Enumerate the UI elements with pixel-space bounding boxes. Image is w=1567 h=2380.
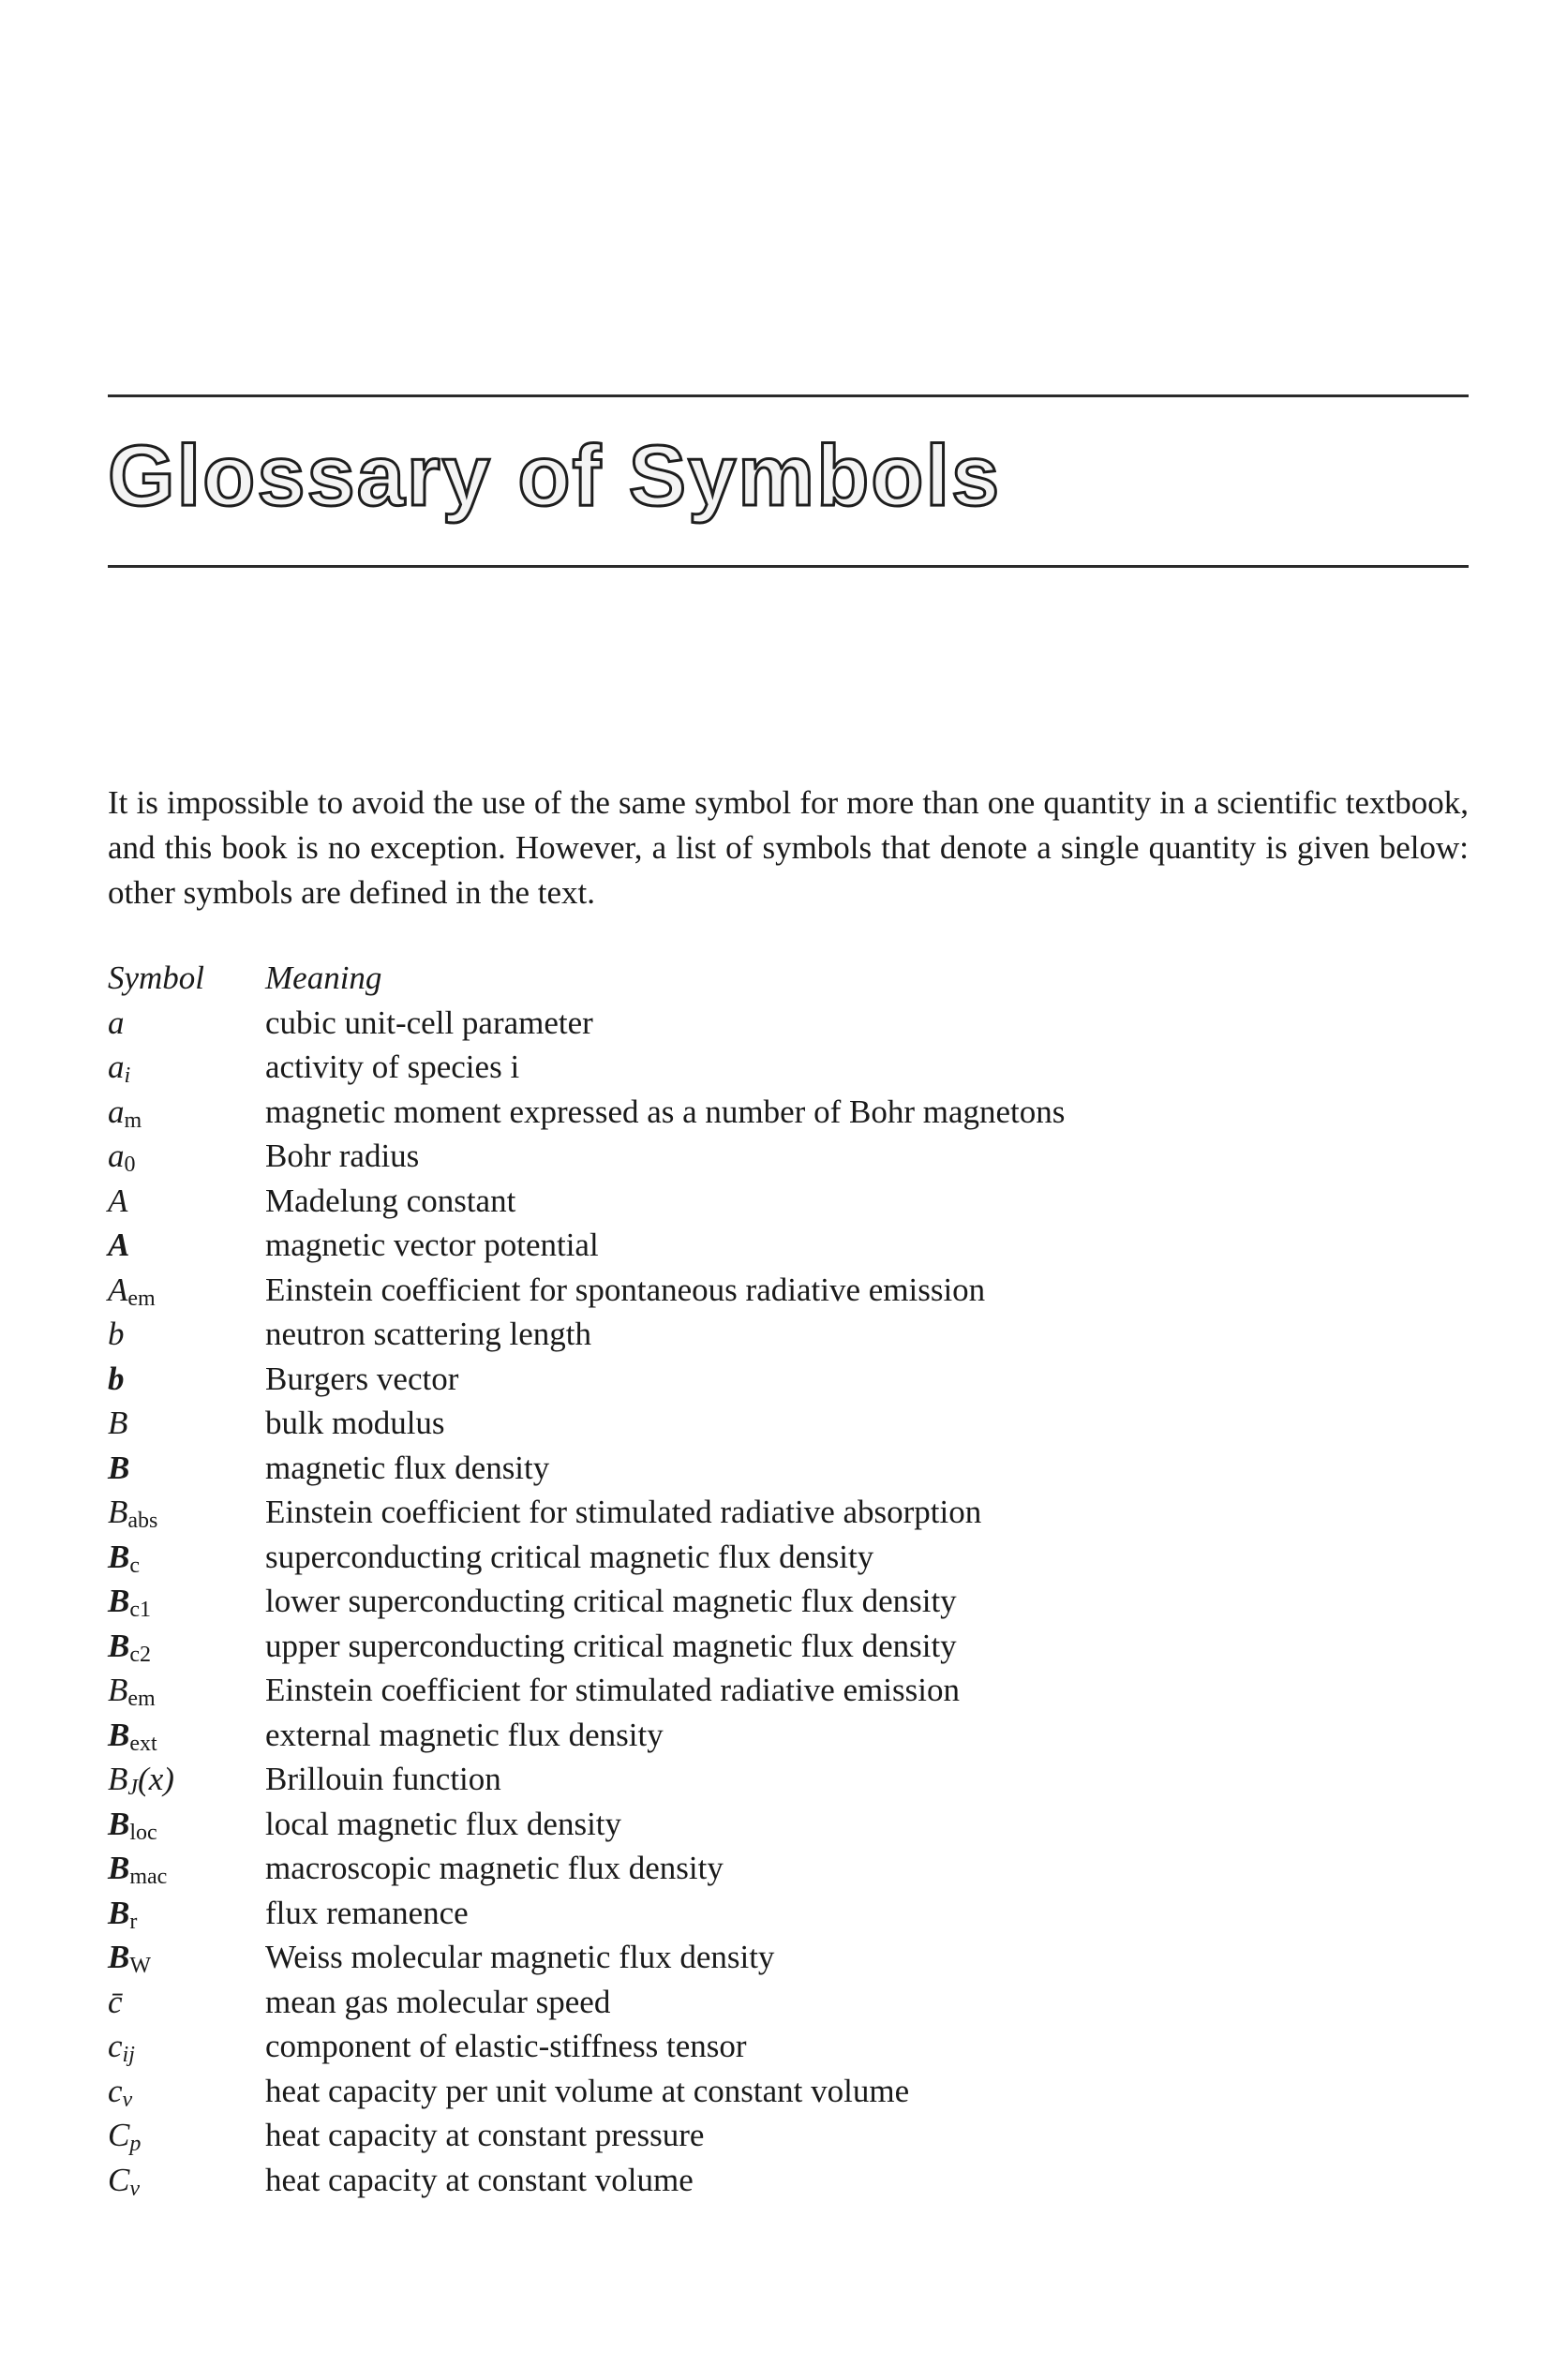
table-row <box>108 1312 1065 1357</box>
title-bottom-rule <box>108 565 1469 568</box>
symbol-cell <box>108 1179 265 1224</box>
symbol-base: B <box>108 1894 130 1931</box>
meaning-cell: flux remanence <box>265 1894 469 1931</box>
meaning-cell: Brillouin function <box>265 1761 501 1797</box>
symbol-subscript: ij <box>122 2043 135 2067</box>
meaning-cell: neutron scattering length <box>265 1316 591 1352</box>
symbol-subscript: c1 <box>129 1598 152 1622</box>
meaning-cell: component of elastic-stiffness tensor <box>265 2028 747 2064</box>
symbol-cell <box>108 1935 265 1980</box>
page-title: Glossary of Symbols <box>108 428 1002 524</box>
symbol-base: c̄ <box>108 1983 123 2020</box>
symbol-cell <box>108 1757 265 1802</box>
table-row <box>108 1001 1065 1046</box>
meaning-cell: Madelung constant <box>265 1182 516 1219</box>
symbol-cell <box>108 1535 265 1580</box>
meaning-cell: magnetic vector potential <box>265 1227 599 1263</box>
symbol-column-header: Symbol <box>108 959 205 996</box>
symbol-subscript: abs <box>127 1509 158 1533</box>
meaning-cell: Burgers vector <box>265 1360 459 1397</box>
symbol-cell <box>108 2113 265 2158</box>
title-top-rule <box>108 394 1469 397</box>
meaning-cell: heat capacity at constant volume <box>265 2161 694 2198</box>
symbol-base: B <box>108 1716 130 1753</box>
symbol-suffix: (x) <box>138 1761 174 1797</box>
symbol-cell <box>108 1846 265 1891</box>
meaning-cell: Einstein coefficient for stimulated radiative absorption <box>265 1494 982 1530</box>
symbol-subscript: mac <box>129 1865 168 1889</box>
symbol-subscript: v <box>122 2087 133 2112</box>
symbol-subscript: J <box>127 1776 139 1800</box>
symbol-cell <box>108 1223 265 1268</box>
meaning-cell: Weiss molecular magnetic flux density <box>265 1939 775 1975</box>
symbol-subscript: m <box>124 1108 142 1133</box>
symbol-subscript: loc <box>129 1820 157 1845</box>
symbol-cell <box>108 1312 265 1357</box>
meaning-cell: upper superconducting critical magnetic flux density <box>265 1627 957 1664</box>
table-row <box>108 1624 1065 1669</box>
symbol-cell <box>108 1668 265 1713</box>
symbol-subscript: v <box>129 2176 141 2201</box>
symbol-subscript: em <box>127 1286 156 1311</box>
table-row <box>108 1846 1065 1891</box>
symbol-base: A <box>108 1182 128 1219</box>
symbol-base: A <box>108 1271 128 1308</box>
symbol-subscript: i <box>124 1064 131 1088</box>
meaning-column-header: Meaning <box>265 959 382 996</box>
symbol-cell <box>108 1980 265 2025</box>
table-row <box>108 1357 1065 1402</box>
symbol-cell <box>108 1446 265 1491</box>
table-row <box>108 1045 1065 1090</box>
symbol-cell <box>108 2158 265 2203</box>
symbol-base: a <box>108 1049 125 1085</box>
meaning-cell: superconducting critical magnetic flux density <box>265 1538 874 1575</box>
symbol-base: A <box>108 1227 130 1263</box>
symbol-cell <box>108 1713 265 1758</box>
symbol-cell <box>108 1134 265 1179</box>
symbol-base: B <box>108 1850 130 1886</box>
symbol-cell <box>108 1579 265 1624</box>
symbol-subscript: W <box>129 1954 152 1978</box>
table-row <box>108 2113 1065 2158</box>
table-row <box>108 1401 1065 1446</box>
table-row <box>108 1980 1065 2025</box>
symbol-base: b <box>108 1316 125 1352</box>
symbol-base: B <box>108 1405 128 1441</box>
symbol-base: B <box>108 1583 130 1619</box>
meaning-cell: heat capacity per unit volume at constant volume <box>265 2072 910 2109</box>
table-row <box>108 1935 1065 1980</box>
symbol-cell <box>108 1268 265 1313</box>
meaning-cell: lower superconducting critical magnetic flux density <box>265 1583 957 1619</box>
symbol-cell <box>108 1802 265 1847</box>
glossary-table <box>108 956 1065 2202</box>
symbol-base: C <box>108 2161 130 2198</box>
table-row <box>108 1446 1065 1491</box>
symbol-subscript: ext <box>129 1731 157 1756</box>
symbol-base: B <box>108 1761 128 1797</box>
symbol-base: B <box>108 1939 130 1975</box>
symbol-cell <box>108 2024 265 2069</box>
symbol-base: a <box>108 1093 125 1130</box>
symbol-base: c <box>108 2028 123 2064</box>
symbol-cell <box>108 1357 265 1402</box>
symbol-base: B <box>108 1538 130 1575</box>
table-row <box>108 1223 1065 1268</box>
symbol-base: B <box>108 1672 128 1708</box>
symbol-cell <box>108 2069 265 2114</box>
symbol-base: B <box>108 1627 130 1664</box>
symbol-base: C <box>108 2117 130 2153</box>
symbol-base: a <box>108 1004 125 1041</box>
meaning-cell: magnetic flux density <box>265 1449 550 1486</box>
symbol-subscript: p <box>129 2132 142 2156</box>
symbol-subscript: em <box>127 1687 156 1711</box>
table-row <box>108 1891 1065 1936</box>
symbol-cell <box>108 1490 265 1535</box>
table-row <box>108 1668 1065 1713</box>
symbol-cell <box>108 1090 265 1135</box>
table-row <box>108 1579 1065 1624</box>
table-row <box>108 1134 1065 1179</box>
meaning-cell: magnetic moment expressed as a number of Bohr magnetons <box>265 1093 1066 1130</box>
symbol-base: B <box>108 1805 130 1842</box>
symbol-subscript: c <box>129 1553 141 1578</box>
meaning-cell: Einstein coefficient for spontaneous radiative emission <box>265 1271 986 1308</box>
symbol-subscript: 0 <box>124 1153 136 1177</box>
symbol-subscript: r <box>129 1909 138 1934</box>
symbol-base: B <box>108 1494 128 1530</box>
symbol-cell <box>108 1001 265 1046</box>
symbol-cell <box>108 1891 265 1936</box>
table-row <box>108 2069 1065 2114</box>
symbol-base: b <box>108 1360 125 1397</box>
symbol-cell <box>108 1401 265 1446</box>
meaning-cell: local magnetic flux density <box>265 1805 622 1842</box>
symbol-subscript: c2 <box>129 1642 152 1667</box>
glossary-header-row <box>108 956 1065 1001</box>
meaning-cell: mean gas molecular speed <box>265 1983 611 2020</box>
meaning-cell: activity of species i <box>265 1049 520 1085</box>
table-row <box>108 1713 1065 1758</box>
symbol-cell <box>108 1045 265 1090</box>
symbol-base: a <box>108 1138 125 1174</box>
table-row <box>108 2158 1065 2203</box>
table-row <box>108 1090 1065 1135</box>
symbol-base: B <box>108 1449 130 1486</box>
table-row <box>108 1179 1065 1224</box>
meaning-cell: macroscopic magnetic flux density <box>265 1850 724 1886</box>
meaning-cell: cubic unit-cell parameter <box>265 1004 593 1041</box>
table-row <box>108 1535 1065 1580</box>
table-row <box>108 1268 1065 1313</box>
table-row <box>108 1757 1065 1802</box>
symbol-cell <box>108 1624 265 1669</box>
table-row <box>108 2024 1065 2069</box>
meaning-cell: heat capacity at constant pressure <box>265 2117 705 2153</box>
meaning-cell: Einstein coefficient for stimulated radiative emission <box>265 1672 960 1708</box>
meaning-cell: bulk modulus <box>265 1405 445 1441</box>
intro-paragraph: It is impossible to avoid the use of the same symbol for more than one quantity in a scientific textbook, and this book is no exception. However, a list of symbols that denote a single quantity is given below: other symbols are defined in the text. <box>108 784 1469 911</box>
table-row <box>108 1490 1065 1535</box>
table-row <box>108 1802 1065 1847</box>
meaning-cell: Bohr radius <box>265 1138 420 1174</box>
symbol-base: c <box>108 2072 123 2109</box>
meaning-cell: external magnetic flux density <box>265 1716 664 1753</box>
